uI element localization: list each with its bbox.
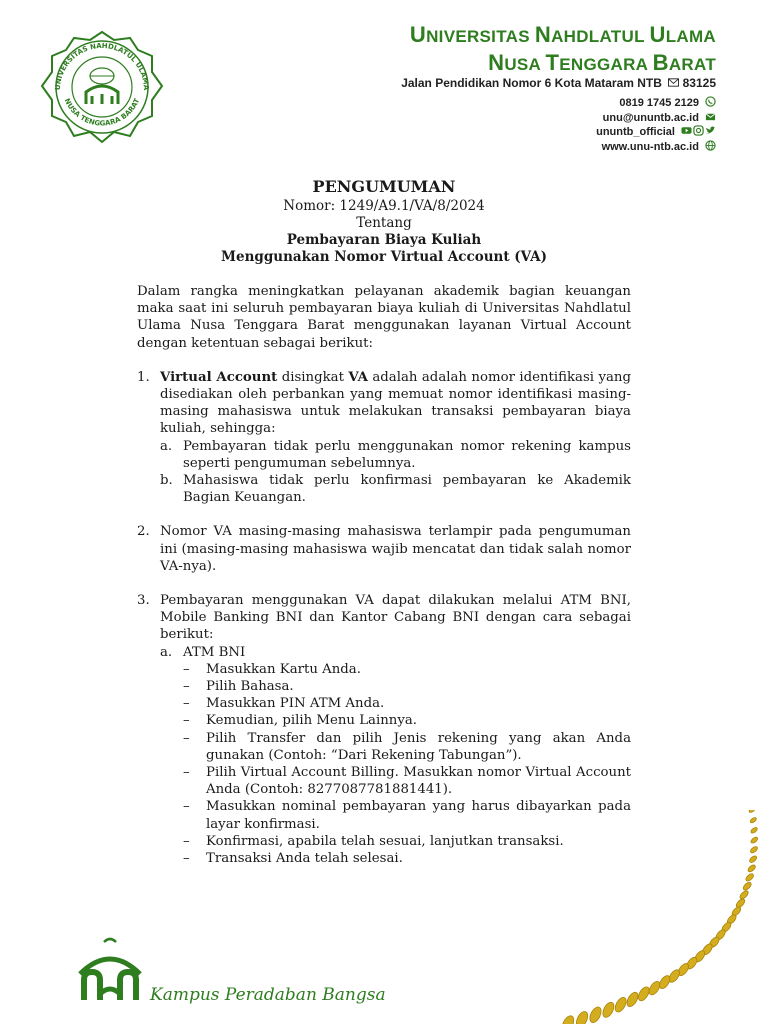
university-name-line1: UNIVERSITAS NAHDLATUL ULAMA [409,22,716,47]
step-item: – Pilih Virtual Account Billing. Masukkan nomor Virtual Account Anda (Contoh: 8277087781881441). [183,765,631,798]
list-item-number: 2. [137,524,150,540]
list-item-text: Virtual Account disingkat VA adalah adalah nomor identifikasi yang disediakan oleh perbankan yang memuat nomor identifikasi masing-masing mahasiswa untuk melakukan transaksi pembayaran biaya kuliah, sehingga: [160,369,631,437]
mosque-logo-icon [70,934,150,1004]
announcement-subject-line2: Menggunakan Nomor Virtual Account (VA) [221,249,547,265]
sub-item-title: ATM BNI [183,644,246,660]
university-name [410,22,716,78]
rope-twist [747,864,757,873]
list-item-3 [137,592,631,867]
rope-twist [742,881,753,891]
step-item: – Masukkan nominal pembayaran yang harus dibayarkan pada layar konfirmasi. [183,799,631,832]
contact-email-row [596,111,716,126]
campus-motto: Kampus Peradaban Bangsa [150,985,386,1005]
announcement-about: Tentang [356,215,412,231]
gold-rope-ornament [560,810,768,1024]
svg-text:NUSA TENGGARA BARAT: NUSA TENGGARA BARAT [62,97,142,128]
list-item-number: 1. [137,369,150,385]
step-item: – Masukkan PIN ATM Anda. [183,696,385,712]
step-item: – Transaksi Anda telah selesai. [183,851,403,867]
rope-twist [613,996,628,1014]
social-handle: ununtb_official [596,126,675,138]
announcement-number: Nomor: 1249/A9.1/VA/8/2024 [283,198,485,214]
university-name-line2: NUSA TENGGARA BARAT [488,50,716,75]
instagram-icon [693,125,704,136]
step-item: – Masukkan Kartu Anda. [183,661,361,677]
sub-item-label: a. [160,644,173,660]
globe-icon [705,140,716,151]
list-item-text: Pembayaran menggunakan VA dapat dilakukan melalui ATM BNI, Mobile Banking BNI dan Kantor Cabang BNI dengan cara sebagai berikut: [160,593,631,643]
step-item: – Kemudian, pilih Menu Lainnya. [183,713,418,729]
rope-twist [739,889,750,900]
address-text: Jalan Pendidikan Nomor 6 Kota Mataram NTB [401,76,662,90]
rope-twist [749,845,758,854]
university-seal-logo [38,28,166,146]
announcement-heading [0,176,768,266]
step-item: – Pilih Bahasa. [183,679,294,695]
rope-twist [647,980,662,997]
rope-twist [749,817,757,824]
rope-twist [750,826,758,834]
rope-twist [574,1010,590,1024]
website-url: www.unu-ntb.ac.id [601,140,699,153]
rope-twist [748,810,755,813]
contact-phone-row [596,96,716,111]
rope-twist [745,872,755,882]
sub-item-a [160,438,631,472]
youtube-icon [681,125,692,136]
step-item: – Konfirmasi, apabila telah sesuai, lanjutkan transaksi. [183,833,564,849]
rope-twist [625,990,640,1008]
list-item-number: 3. [137,593,150,609]
twitter-icon [705,125,716,136]
rope-twist [636,985,651,1003]
email-address: unu@ununtb.ac.id [602,111,699,124]
sub-item-label: a. [160,438,173,454]
contact-website-row [596,140,716,155]
svg-text:UNIVERSITAS NAHDLATUL ULAMA: UNIVERSITAS NAHDLATUL ULAMA [53,41,151,91]
postal-code: 83125 [682,76,716,90]
list-item-text: Nomor VA masing-masing mahasiswa terlampir pada pengumuman ini (masing-masing mahasiswa wajib mencatat dan tidak salah nomor VA-nya). [160,524,631,574]
rope-twist [588,1005,604,1024]
university-address [401,76,716,90]
list-item-2 [137,523,631,575]
sub-item-text: Pembayaran tidak perlu menggunakan nomor rekening kampus seperti pengumuman sebelumnya. [183,438,631,471]
announcement-title: PENGUMUMAN [312,177,456,196]
rope-twist [750,836,759,844]
step-item: – Pilih Transfer dan pilih Jenis rekening yang akan Anda gunakan (Contoh: “Dari Rekening Tabungan”). [183,730,631,763]
intro-paragraph: Dalam rangka meningkatkan pelayanan akademik bagian keuangan maka saat ini seluruh pembayaran biaya kuliah di Universitas Nahdlatul Ulama Nusa Tenggara Barat menggunakan layanan Virtual Account dengan ketentuan sebagai berikut: [137,284,631,351]
announcement-body [137,283,631,867]
rope-twist [748,855,757,864]
sub-item-label: b. [160,473,173,489]
contact-block [596,96,716,154]
email-icon [705,111,716,122]
contact-social-row [596,125,716,140]
list-item-1 [137,369,631,507]
rope-twist [601,1000,617,1019]
whatsapp-icon [705,96,716,107]
rope-twist [560,1014,576,1024]
announcement-subject-line1: Pembayaran Biaya Kuliah [286,232,482,248]
phone-number: 0819 1745 2129 [619,97,699,109]
sub-item-text: Mahasiswa tidak perlu konfirmasi pembayaran ke Akademik Bagian Keuangan. [183,473,631,506]
sub-item-b [160,472,631,506]
mail-envelope-icon [668,77,679,88]
